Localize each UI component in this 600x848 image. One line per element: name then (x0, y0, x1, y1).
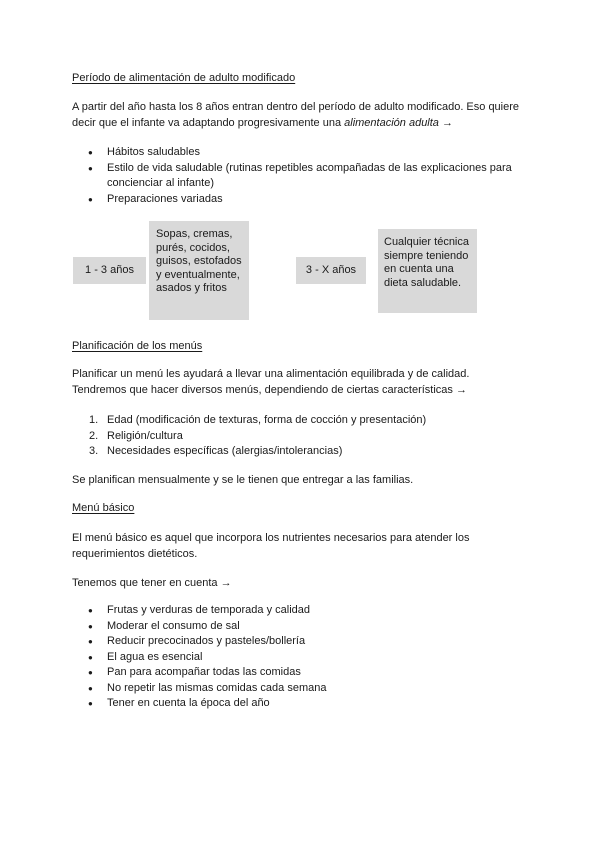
list-item: ● Reducir precocinados y pasteles/bollería (72, 634, 532, 650)
intro-line-1: A partir del año hasta los 8 años entran dentro del período de adulto modificado. Eso quiere (72, 101, 520, 113)
list-item: ● El agua es esencial (72, 650, 532, 666)
list-number: 2. (89, 429, 99, 442)
list-item (72, 429, 532, 445)
list-number: 1. (89, 414, 99, 426)
list-item: ● Pan para acompañar todas las comidas (72, 665, 532, 681)
age-box-1-3 (73, 257, 146, 284)
list-number: 3. (89, 445, 99, 457)
age-label-1-3: 1 - 3 años (85, 263, 134, 276)
list-item: ● No repetir las mismas comidas cada semana (72, 681, 532, 697)
section-heading-basic-menu: Menú básico (72, 502, 135, 514)
list-item: ● Estilo de vida saludable (rutinas repetibles acompañadas de las explicaciones para concienciar al infante) (72, 161, 532, 192)
list-item (72, 444, 532, 460)
list-item (72, 413, 532, 429)
list-item: ● Tener en cuenta la época del año (72, 696, 532, 712)
intro-line-2 (72, 115, 542, 131)
intro-line-2-suffix: → (438, 117, 453, 129)
technique-text-1-3: Sopas, cremas, purés, cocidos, guisos, estofados y eventualmente, asados y fritos (156, 228, 242, 294)
list-text: Necesidades específicas (alergias/intolerancias) (107, 445, 343, 457)
list-item: ● Preparaciones variadas (72, 192, 532, 208)
basic-menu-paragraph (72, 530, 542, 562)
list-item: ● Moderar el consumo de sal (72, 619, 532, 635)
technique-box-3-x (378, 229, 477, 313)
age-box-3-x (296, 257, 366, 284)
basic-menu-intro: Tenemos que tener en cuenta → (72, 577, 232, 589)
habits-list (72, 145, 532, 207)
age-label-3-x: 3 - X años (305, 263, 357, 276)
technique-box-1-3 (149, 221, 249, 320)
list-text: Edad (modificación de texturas, forma de cocción y presentación) (107, 414, 427, 426)
planning-closing: Se planifican mensualmente y se le tienen que entregar a las familias. (72, 474, 414, 486)
section-heading-adult-modified: Período de alimentación de adulto modificado (72, 72, 296, 84)
technique-text-3-x: Cualquier técnica siempre teniendo en cuenta una dieta saludable. (384, 236, 469, 289)
planning-criteria-list (72, 413, 532, 460)
basic-menu-list (72, 603, 532, 712)
planning-line-1: Planificar un menú les ayudará a llevar una alimentación equilibrada y de calidad. (72, 368, 470, 380)
planning-paragraph (72, 366, 542, 398)
basic-menu-line-1: El menú básico es aquel que incorpora los nutrientes necesarios para atender los (72, 532, 470, 544)
basic-menu-line-2: requerimientos dietéticos. (72, 548, 198, 560)
list-item: ● Frutas y verduras de temporada y calidad (72, 603, 532, 619)
list-text: Religión/cultura (107, 429, 183, 442)
intro-emphasis: alimentación adulta (344, 117, 439, 129)
planning-line-2: Tendremos que hacer diversos menús, dependiendo de ciertas características → (72, 384, 467, 396)
intro-paragraph (72, 99, 542, 131)
intro-line-2-prefix: decir que el infante va adaptando progresivamente una (72, 117, 345, 129)
list-item: ● Hábitos saludables (72, 145, 532, 161)
section-heading-menu-planning: Planificación de los menús (72, 340, 203, 352)
